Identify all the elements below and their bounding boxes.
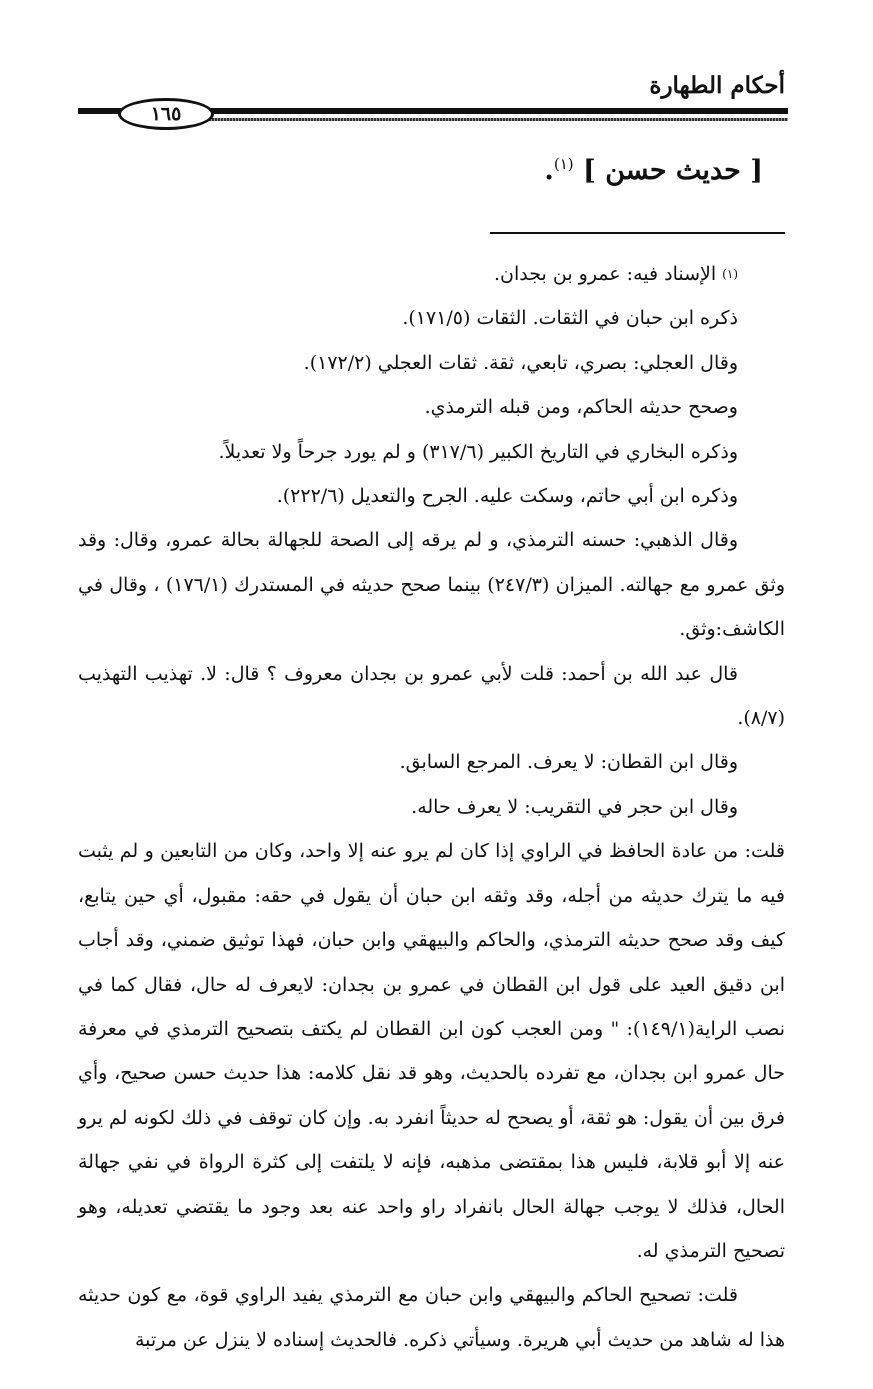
footnote-line: وذكره ابن أبي حاتم، وسكت عليه. الجرح والتعديل (٢٢٢/٦).: [276, 485, 738, 508]
footnote-separator: [490, 232, 785, 234]
main-heading: [544, 155, 763, 186]
footnote-line: وصحح حديثه الحاكم، ومن قبله الترمذي.: [424, 396, 738, 419]
footnote-paragraph: وقال الذهبي: حسنه الترمذي، و لم يرقه إلى الصحة للجهالة بحالة عمرو، وقال: وقد وثق عمرو مع جهالته. الميزان (٢٤٧/٣) بينما صحح حديثه في المستدرك (١٧٦/١) ، وقال في الكاشف:وثق.: [78, 529, 785, 641]
heading-text: [ حديث حسن ]: [583, 155, 763, 186]
footnote-line: وقال ابن القطان: لا يعرف. المرجع السابق.: [399, 751, 738, 774]
footnote-paragraph: قلت: من عادة الحافظ في الراوي إذا كان لم يرو عنه إلا واحد، وكان من التابعين و لم يثبت فيه ما يترك حديثه من أجله، وقد وثقه ابن حبان أن يقول في حقه: مقبول، أي حين يتابع، كيف وقد صحح حديثه الترمذي، والحاكم والبيهقي وابن حبان، فهذا توثيق ضمني، وقد أجاب ابن دقيق العيد على قول ابن القطان في عمرو بن بجدان: لايعرف له حال، فقال كما في نصب الراية(١٤٩/١): " ومن العجب كون ابن القطان لم يكتف بتصحيح الترمذي في معرفة حال عمرو ابن بجدان، مع تفرده بالحديث، وهو قد نقل كلامه: هذا حديث حسن صحيح، وأي فرق بين أن يقول: هو ثقة، أو يصحح له حديثاً انفرد به. وإن كان توقف في ذلك لكونه لم يرو عنه إلا أبو قلابة، فليس هذا بمقتضى مذهبه، فإنه لا يلتفت إلى كثرة الرواة في نفي جهالة الحال، فذلك لا يوجب جهالة الحال بانفراد راو واحد عنه بعد وجود ما يقتضي تعديله، وهو تصحيح الترمذي له.: [78, 840, 785, 1262]
running-head-title: أحكام الطهارة: [649, 72, 785, 99]
footnote-line: $^{(١)}$ الإسناد فيه: عمرو بن بجدان.: [494, 263, 738, 285]
header-rule: [78, 98, 788, 128]
footnote-reference: (١): [553, 155, 574, 173]
footnote-paragraph: قال عبد الله بن أحمد: قلت لأبي عمرو بن بجدان معروف ؟ قال: لا. تهذيب التهذيب (٨/٧).: [78, 662, 785, 730]
footnote-paragraph: قلت: تصحيح الحاكم والبيهقي وابن حبان مع الترمذي يفيد الراوي قوة، مع كون حديثه هذا له شاهد من حديث أبي هريرة. وسيأتي ذكره. فالحديث إسناده لا ينزل عن مرتبة: [78, 1284, 785, 1351]
header-rule-dotted-line: [188, 118, 788, 121]
footnote-line: وقال العجلي: بصري، تابعي، ثقة. ثقات العجلي (١٧٢/٢).: [303, 351, 738, 374]
footnote-marker: (١): [722, 267, 738, 281]
page-number-oval: ١٦٥: [118, 98, 214, 130]
footnote-block: [78, 252, 785, 1362]
footnote-line: وقال ابن حجر في التقريب: لا يعرف حاله.: [411, 795, 738, 818]
footnote-line: ذكره ابن حبان في الثقات. الثقات (١٧١/٥).: [402, 307, 738, 330]
heading-period: .: [544, 155, 554, 186]
footnote-line: وذكره البخاري في التاريخ الكبير (٣١٧/٦) و لم يورد جرحاً ولا تعديلاً.: [218, 440, 738, 463]
